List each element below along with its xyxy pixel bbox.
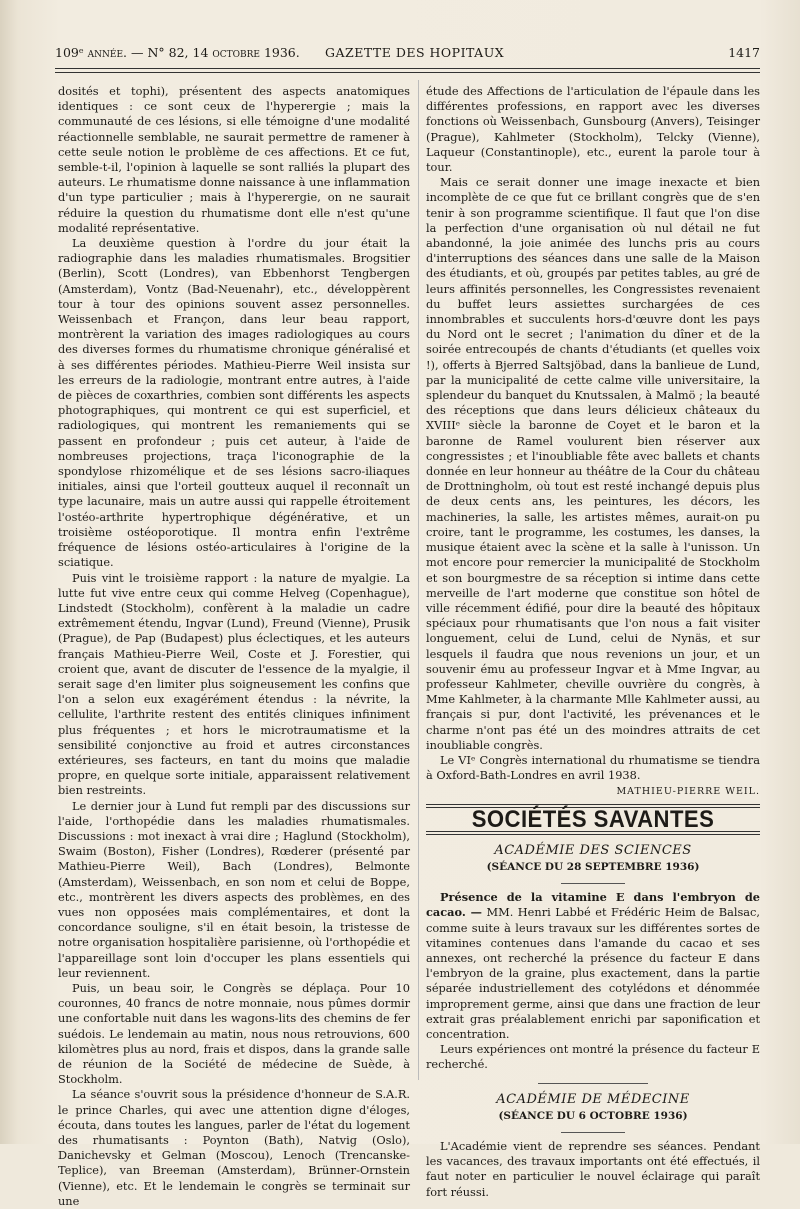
short-rule [561,1132,625,1133]
separator-rule [538,1083,648,1084]
academie-medecine-seance: (SÉANCE DU 6 OCTOBRE 1936) [498,1109,688,1122]
short-rule [561,883,625,884]
academie-sciences-title: ACADÉMIE DES SCIENCES [494,842,692,858]
academie-sciences-seance: (SÉANCE DU 28 SEPTEMBRE 1936) [486,860,700,873]
paragraph: Mais ce serait donner une image inexacte et bien incomplète de ce que fut ce brillant congrès que de s'en tenir à son programme scientifique. Il faut que l'on dise la perfection d'une organisation où nul détail ne fut abandonné, la joie animée des lunchs pris au cours d'interruptions des séances dans une salle de la Maison des étudiants, et où, groupés par petites tables, au gré de leurs affinités personnelles, les Congressistes revenaient du buffet leurs assiettes surchargées de ces innombrables et succulents hors-d'œuvre dont les pays du Nord ont le secret ; l'animation du dîner et de la soirée entrecoupés de chants d'étudiants (et quelles voix !), offerts à Bjerred Saltsjöbad, dans la banlieue de Lund, par la municipalité de cette calme ville universitaire, la splendeur du banquet du Knutssalen, à Malmö ; la beauté des réceptions que dans leurs délicieux châteaux du XVIIIᵉ siècle la baronne de Coyet et le baron et la baronne de Ramel voulurent bien réserver aux congressistes ; et l'inoubliable fête avec ballets et chants donnée en leur honneur au théâtre de la Cour du château de Drottningholm, où tout est resté inchangé depuis plus de deux cents ans, les peintures, les décors, les machineries, la salle, les artistes mêmes, aurait-on pu croire, tant le programme, les costumes, les danses, la musique étaient avec la scène et la salle à l'unisson. Un mot encore pour remercier la municipalité de Stockholm et son bourgmestre de sa réception si intime dans cette merveille de l'art moderne que constitue son hôtel de ville récemment édifié, pour dire la beauté des hôpitaux spéciaux pour rhumatisants que l'on nous a fait visiter longuement, celui de Lund, celui de Nynäs, et sur lesquels il faudra que nous revenions un jour, et un souvenir ému au professeur Ingvar et à Mme Ingvar, au professeur Kahlmeter, cheville ouvrière du congrès, à Mme Kahlmeter, à la charmante Mlle Kahlmeter aussi, au français si pur, dont l'activité, les prévenances et le charme n'ont pas été un des moindres attraits de cet inoubliable congrès. [426,175,760,752]
academie-medecine-title: ACADÉMIE DE MÉDECINE [496,1091,690,1107]
header-rule-thin [55,72,760,73]
author-signature: MATHIEU-PIERRE WEIL. [616,786,760,798]
column-divider [418,80,419,1080]
issue-info: 109ᵉ année. — N° 82, 14 octobre 1936. [55,45,300,60]
paragraph: Leurs expériences ont montré la présence du facteur E recherché. [426,1042,760,1072]
paragraph: Le dernier jour à Lund fut rempli par des discussions sur l'aide, l'orthopédie dans les maladies rhumatismales. Discussions : mot inexact à vrai dire ; Haglund (Stockholm), Swaim (Boston), Fisher (Londres), Rœderer (présenté par Mathieu-Pierre Weil), Bach (Londres), Belmonte (Amsterdam), Weissenbach, en son nom et celui de Boppe, etc., montrèrent les divers aspects des problèmes, en des vues non opposées mais complémentaires, et dont la concordance souligne, s'il en était besoin, la tristesse de notre organisation hospitalière parisienne, où l'orthopédie et l'appareillage sont loin d'occuper les plans essentiels qui leur reviennent. [58,798,410,980]
item-title: Présence de la vitamine E dans l'embryon de cacao. — [426,890,760,920]
left-column [58,84,410,1209]
paragraph: Puis vint le troisième rapport : la nature de myalgie. La lutte fut vive entre ceux qui comme Helveg (Copenhague), Lindstedt (Stockholm), confèrent à la maladie un cadre extrêmement étendu, Ingvar (Lund), Freund (Vienne), Prusik (Prague), de Pap (Budapest) plus éclectiques, et les auteurs français Mathieu-Pierre Weil, Coste et J. Forestier, qui croient que, avant de discuter de l'essence de la myalgie, il serait sage d'en limiter plus soigneusement les confins que l'on a selon eux exagérément étendus : la névrite, la cellulite, l'arthrite restent des entités cliniques infiniment plus fréquentes ; et hors le microtraumatisme et la sensibilité conjonctive au froid et autres circonstances extérieures, ses facteurs, en tant du moins que maladie propre, en quelque sorte initiale, apparaissent relativement bien restreints. [58,570,410,798]
section-title: SOCIÉTÉS SAVANTES [471,805,715,833]
journal-title: GAZETTE DES HOPITAUX [325,45,505,60]
paragraph: L'Académie vient de reprendre ses séances. Pendant les vacances, des travaux importants ont été effectués, il faut noter en particulier le nouvel éclairage qui paraît fort réussi. [426,1139,760,1199]
paragraph: La deuxième question à l'ordre du jour était la radiographie dans les maladies rhumatismales. Brogsitier (Berlin), Scott (Londres), van Ebbenhorst Tengbergen (Amsterdam), Vontz (Bad-Neuenahr), etc., développèrent tour à tour des opinions souvent assez personnelles. Weissenbach et Françon, dans leur beau rapport, montrèrent la variation des images radiologiques au cours des diverses formes du rhumatisme chronique généralisé et à ses différentes périodes. Mathieu-Pierre Weil insista sur les erreurs de la radiologie, montrant entre autres, à l'aide de pièces de coxarthries, combien sont différents les aspects photographiques, qui montrent ce qui est superficiel, et radiologiques, qui montrent les remaniements qui se passent en profondeur ; puis cet auteur, à l'aide de nombreuses projections, traça l'iconographie de la spondylose rhizomélique et de ses lésions sacro-iliaques initiales, ainsi que l'orteil goutteux auquel il reconnaît un type lacunaire, mais un autre aussi qui rappelle étroitement l'ostéo-arthrite hypertrophique dégénérative, et un troisième ostéoporotique. Il montra enfin l'extrême fréquence de lésions ostéo-articulaires à l'origine de la sciatique. [58,236,410,570]
page-header [55,45,760,65]
header-rule [55,68,760,69]
paragraph: étude des Affections de l'articulation de l'épaule dans les différentes professions, en rapport avec les diverses fonctions où Weissenbach, Gunsbourg (Anvers), Teisinger (Prague), Kahlmeter (Stockholm), Telcky (Vienne), Laqueur (Constantinople), etc., eurent la parole tour à tour. [426,84,760,175]
right-column [426,84,760,1200]
page-number: 1417 [728,45,760,60]
paragraph: dosités et tophi), présentent des aspects anatomiques identiques : ce sont ceux de l'hyperergie ; mais la communauté de ces lésions, si elle témoigne d'une modalité réactionnelle semblable, ne saurait permettre de ramener à cette seule notion le problème de ces affections. Et ce fut, semble-t-il, l'opinion à laquelle se sont ralliés la plupart des auteurs. Le rhumatisme donne naissance à une inflammation d'un type particulier ; mais à l'hyperergie, on ne saurait réduire la question du rhumatisme dont elle n'est qu'une modalité représentative. [58,84,410,235]
paragraph: La séance s'ouvrit sous la présidence d'honneur de S.A.R. le prince Charles, qui avec une attention digne d'éloges, écouta, dans toutes les langues, parler de l'état du logement des rhumatisants : Poynton (Bath), Natvig (Oslo), Danichevsky et Gelman (Moscou), Lenoch (Trencanske-Teplice), van Breeman (Amsterdam), Brünner-Ornstein (Vienne), etc. Et le lendemain le congrès se terminait sur une [58,1087,410,1208]
paragraph: Puis, un beau soir, le Congrès se déplaça. Pour 10 couronnes, 40 francs de notre monnaie, nous pûmes dormir une confortable nuit dans les wagons-lits des chemins de fer suédois. Le lendemain au matin, nous nous retrouvions, 600 kilomètres plus au nord, frais et dispos, dans la grande salle de réunion de la Société de médecine de Suède, à Stockholm. [58,980,410,1087]
item-body: MM. Henri Labbé et Frédéric Heim de Balsac, comme suite à leurs travaux sur les différentes sortes de vitamines contenues dans l'amande du cacao et ses annexes, ont recherché la présence du facteur E dans l'embryon de la graine, plus exactement, dans la partie séparée industriellement des cotylédons et dénommée improprement germe, ainsi que dans une fraction de leur extrait gras préalablement enrichi par saponification et concentration. [426,905,761,1041]
paragraph: Le VIᵉ Congrès international du rhumatisme se tiendra à Oxford-Bath-Londres en avril 1938. [426,752,760,783]
paragraph [426,890,760,1042]
